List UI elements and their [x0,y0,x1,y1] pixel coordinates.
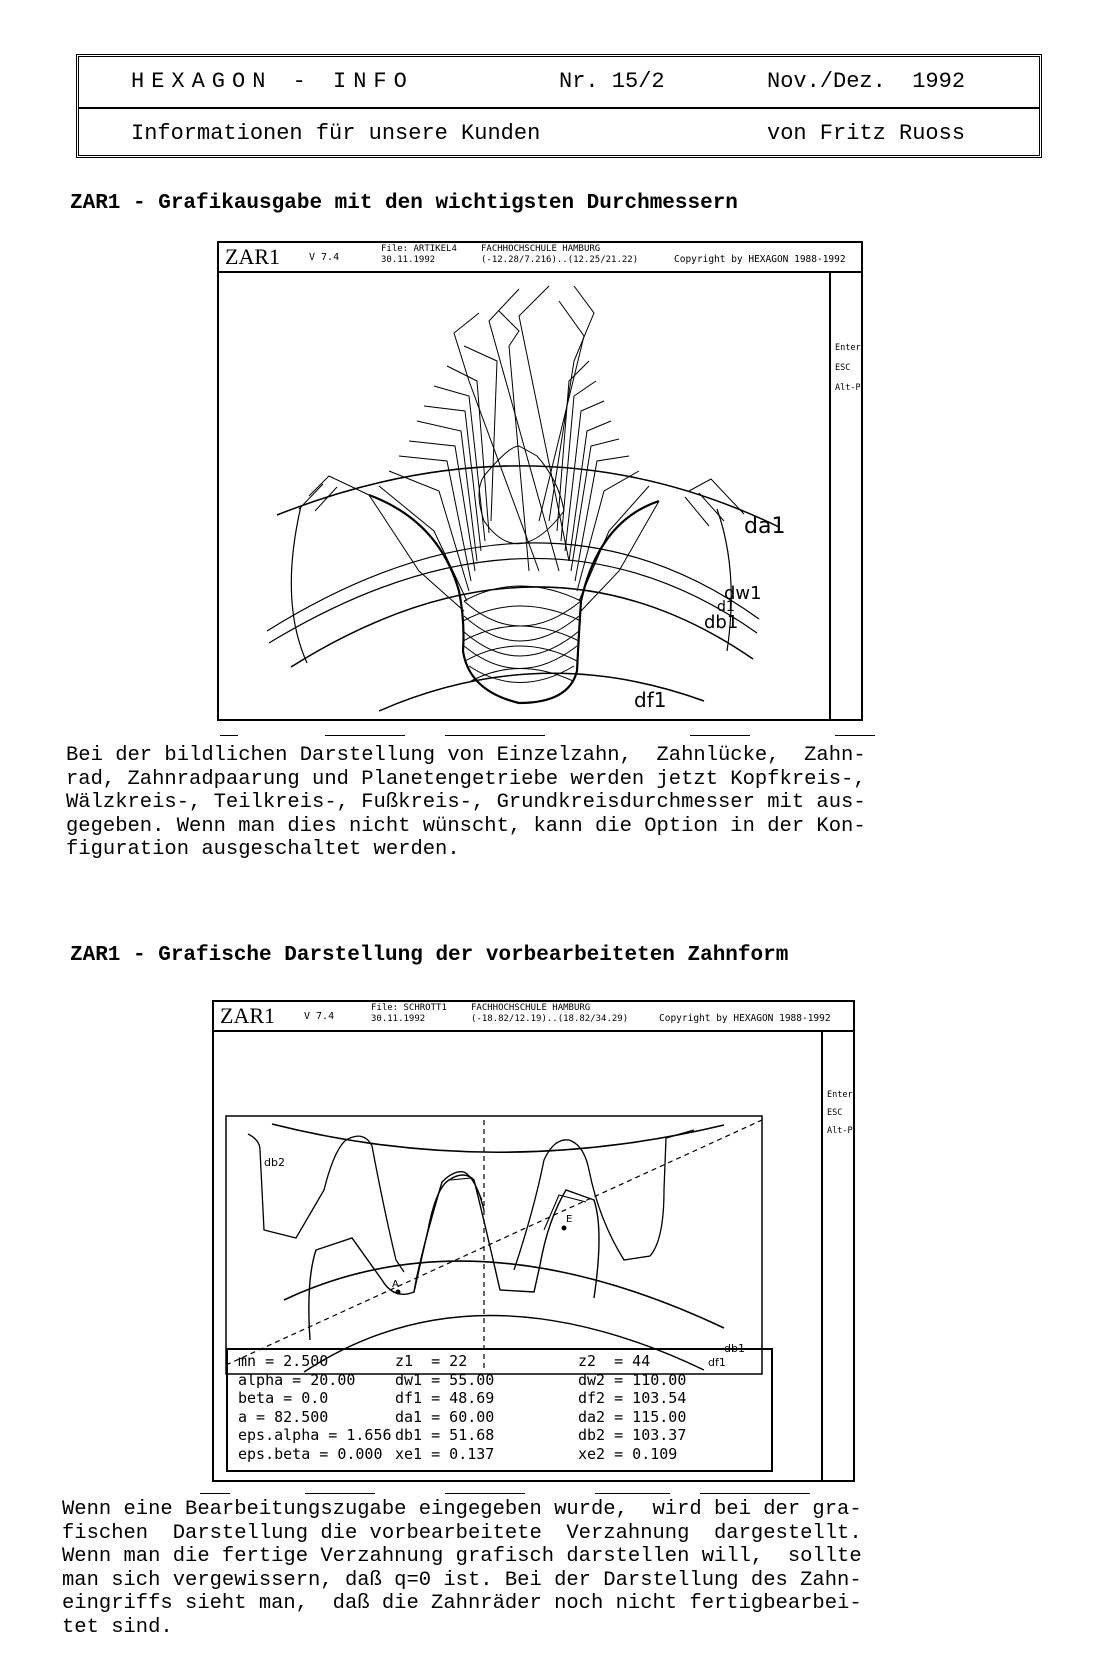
param-da1: da1 = 60.00 [395,1407,495,1426]
organization: FACHHOCHSCHULE HAMBURG [481,244,601,254]
enter-key[interactable]: Enter [835,343,861,353]
paragraph-line: gegeben. Wenn man dies nicht wünscht, kann die Option in der Kon- [66,814,866,838]
label-db1: db1 [704,612,739,633]
alt-p-key[interactable]: Alt-P [827,1126,853,1136]
scan-artifact [325,735,405,736]
masthead-row-title [79,57,1039,109]
paragraph-line: tet sind. [62,1615,173,1639]
parameters-column-1 [238,1352,392,1463]
tooth-gap-drawing [219,271,829,724]
section1-heading: ZAR1 - Grafikausgabe mit den wichtigsten Durchmessern [70,192,738,215]
paragraph-line: man sich vergewissern, daß q=0 ist. Bei der Darstellung des Zahn- [62,1568,862,1592]
paragraph-line: Wenn man die fertige Verzahnung grafisch darstellen will, sollte [62,1545,862,1568]
contact-point-e [562,1226,567,1231]
pitch-circle-d1 [269,558,757,643]
paragraph-line: rad, Zahnradpaarung und Planetengetriebe werden jetzt Kopfkreis-, [66,767,866,791]
coordinate-range: (-18.82/12.19)..(18.82/34.29) [471,1014,629,1024]
issue-number: Nr. 15/2 [559,69,665,94]
masthead [76,54,1042,158]
gear-parameters-table [226,1348,773,1472]
masthead-subtitle: Informationen für unsere Kunden [131,121,541,146]
flank-fan-left [369,286,569,611]
zar1-logo: ZAR1 [220,1003,275,1028]
version-label: V 7.4 [304,1011,335,1022]
param-df1: df1 = 48.69 [395,1389,495,1407]
org-info [481,244,638,266]
masthead-row-subtitle [79,109,1039,159]
param-eps-beta: eps.beta = 0.000 [238,1444,383,1463]
param-z1: z1 = 22 [395,1352,468,1370]
param-eps-alpha: eps.alpha = 1.656 [238,1426,392,1444]
gap-mesh [463,586,581,683]
label-dw1: dw1 [724,583,762,604]
section2-heading: ZAR1 - Grafische Darstellung der vorbearbeiteten Zahnform [70,944,789,967]
paragraph-line: Wälzkreis-, Teilkreis-, Fußkreis-, Grundkreisdurchmesser mit aus- [66,791,866,814]
parameters-column-2 [395,1352,494,1463]
param-a: a = 82.500 [238,1407,329,1426]
paragraph-line: Bei der bildlichen Darstellung von Einzelzahn, Zahnlücke, Zahn- [66,744,866,767]
param-mn: mn = 2.500 [238,1352,329,1370]
base-circle-db1 [284,1261,724,1328]
param-df2: df2 = 103.54 [578,1389,687,1407]
param-z2: z2 = 44 [578,1352,651,1370]
line-of-action [226,1120,762,1365]
scan-artifact [690,735,750,736]
copyright: Copyright by HEXAGON 1988-1992 [659,1013,831,1024]
base-circle-db1 [291,587,753,667]
screen1-title-bar [219,243,861,273]
param-xe1: xe1 = 0.137 [395,1444,495,1463]
zar1-screen-1 [217,241,863,721]
masthead-author: von Fritz Ruoss [767,121,966,146]
scan-artifact [305,1493,375,1494]
tooth-gap-envelope [369,495,659,703]
paragraph-line: Wenn eine Bearbeitungszugabe eingegeben wurde, wird bei der gra- [62,1498,862,1521]
param-xe2: xe2 = 0.109 [578,1444,678,1463]
zar1-logo: ZAR1 [225,244,280,269]
key-panel [829,271,861,719]
label-df1: df1 [708,1356,726,1369]
working-circle-dw1 [267,543,759,631]
scan-artifact [835,735,875,736]
file-info [381,244,457,266]
param-alpha: alpha = 20.00 [238,1370,356,1389]
scan-artifact [220,735,238,736]
scan-artifact [445,735,545,736]
addendum-circle-da1 [277,466,779,527]
esc-key[interactable]: ESC [835,363,851,373]
tooth-gap-svg [219,271,829,719]
esc-key[interactable]: ESC [827,1108,843,1118]
gear1-teeth [309,1172,599,1340]
label-d1: d1 [717,599,735,615]
file-date: 30.11.1992 [371,1014,426,1024]
contact-point-a [396,1290,401,1295]
scan-artifact [700,1493,810,1494]
param-dw2: dw2 = 110.00 [578,1370,687,1389]
label-point-a: A [392,1279,399,1290]
file-info [371,1003,447,1025]
coordinate-range: (-12.28/7.216)..(12.25/21.22) [481,255,639,265]
copyright: Copyright by HEXAGON 1988-1992 [674,254,846,265]
alt-p-key[interactable]: Alt-P [835,383,861,393]
label-db1: db1 [724,1342,745,1355]
scan-artifact [445,1493,525,1494]
key-panel [821,1030,853,1480]
param-db2: db2 = 103.37 [578,1426,687,1444]
drawing-viewport-frame [226,1116,762,1374]
paragraph-line: fischen Darstellung die vorbearbeitete Verzahnung dargestellt. [62,1521,862,1545]
scan-artifact [200,1493,230,1494]
version-label: V 7.4 [309,252,340,263]
issue-date: Nov./Dez. 1992 [767,69,966,94]
org-info [471,1003,628,1025]
section2-paragraph [62,1498,1052,1639]
outer-arc-left [291,506,307,663]
masthead-title: HEXAGON - INFO [131,69,414,94]
file-date: 30.11.1992 [381,255,436,265]
paragraph-line: eingriffs sieht man, daß die Zahnräder noch nicht fertigbearbei- [62,1592,862,1615]
scan-artifact [595,1493,670,1494]
file-name: File: ARTIKEL4 [381,244,457,254]
param-dw1: dw1 = 55.00 [395,1370,495,1389]
label-df1: df1 [634,688,667,712]
section1-paragraph [66,744,1056,862]
enter-key[interactable]: Enter [827,1090,853,1100]
label-da1: da1 [744,514,786,539]
label-point-e: E [566,1214,573,1225]
label-db2: db2 [264,1156,285,1169]
paragraph-line: figuration ausgeschaltet werden. [66,838,460,861]
param-beta: beta = 0.0 [238,1389,329,1407]
parameters-column-3 [578,1352,686,1463]
organization: FACHHOCHSCHULE HAMBURG [471,1003,591,1013]
file-name: File: SCHROTT1 [371,1003,447,1013]
screen2-title-bar [214,1002,853,1032]
param-da2: da2 = 115.00 [578,1407,687,1426]
param-db1: db1 = 51.68 [395,1426,495,1444]
